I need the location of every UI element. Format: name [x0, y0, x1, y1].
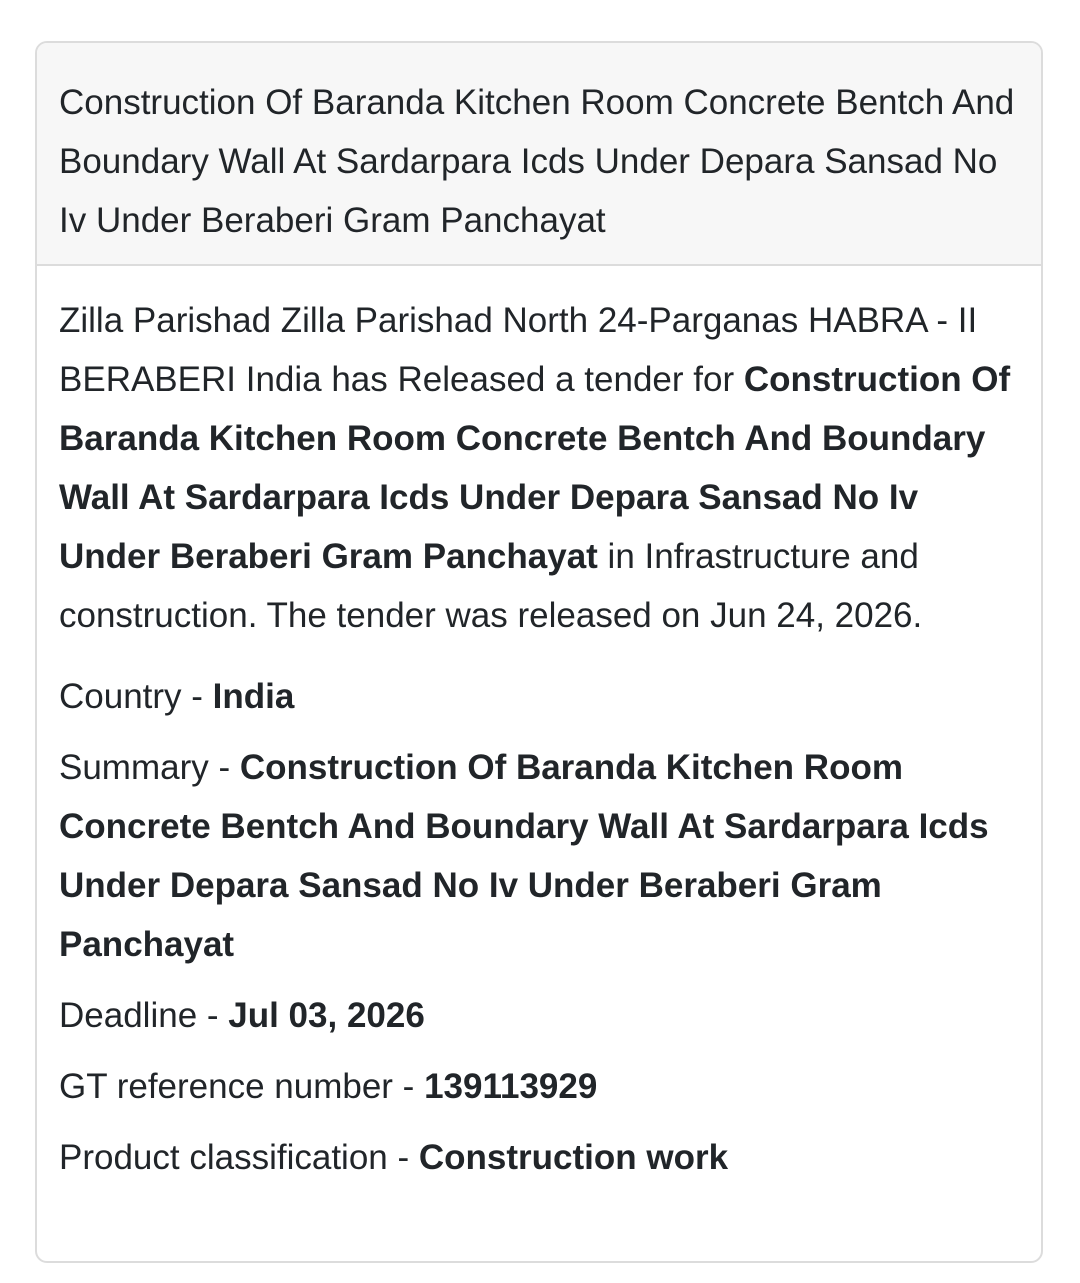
country-value: India: [212, 677, 295, 716]
product-classification-row: [59, 1128, 1019, 1187]
country-label: Country -: [59, 677, 213, 716]
intro-tail: in Infrastructure and construction. The tender was released on Jun 24, 2026.: [59, 537, 923, 635]
gt-reference-row: [59, 1057, 1019, 1116]
summary-label: Summary -: [59, 748, 240, 787]
gt-reference-value: 139113929: [424, 1067, 598, 1106]
tender-card-header: [37, 43, 1041, 266]
intro-title: Construction Of Baranda Kitchen Room Concrete Bentch And Boundary Wall At Sardarpara Icds Under Depara Sansad No Iv Under Beraberi Gram Panchayat: [59, 360, 1011, 576]
tender-card: [35, 41, 1043, 1263]
product-classification-label: Product classification -: [59, 1138, 419, 1177]
deadline-row: [59, 986, 1019, 1045]
tender-intro: [59, 291, 1019, 645]
country-row: [59, 667, 1019, 726]
summary-row: [59, 738, 1019, 974]
product-classification-value: Construction work: [418, 1138, 729, 1177]
tender-card-body: [37, 266, 1041, 1187]
summary-value: Construction Of Baranda Kitchen Room Concrete Bentch And Boundary Wall At Sardarpara Icds Under Depara Sansad No Iv Under Beraberi Gram Panchayat: [59, 748, 989, 964]
deadline-value: Jul 03, 2026: [228, 996, 425, 1035]
intro-lead: Zilla Parishad Zilla Parishad North 24-Parganas HABRA - II BERABERI India has Released a tender for: [59, 301, 978, 399]
deadline-label: Deadline -: [59, 996, 229, 1035]
tender-title: Construction Of Baranda Kitchen Room Concrete Bentch And Boundary Wall At Sardarpara Icds Under Depara Sansad No Iv Under Beraberi Gram Panchayat: [59, 83, 1015, 240]
gt-reference-label: GT reference number -: [59, 1067, 425, 1106]
